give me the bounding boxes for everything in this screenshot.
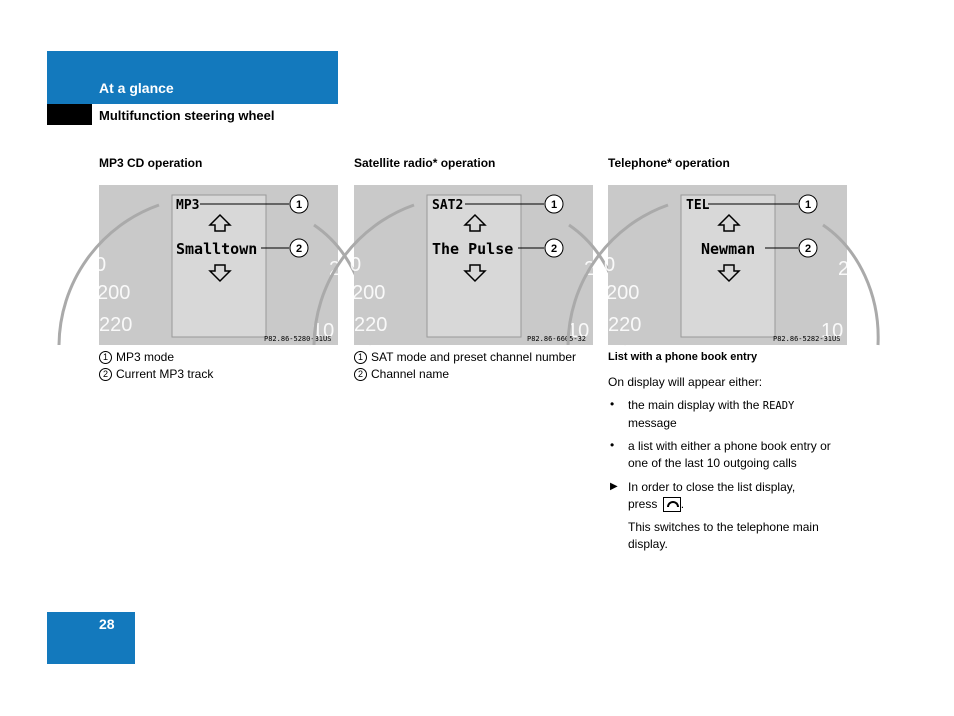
mp3-legend <box>99 349 213 383</box>
bullet-marker: • <box>610 438 615 452</box>
gauge-label: 2 <box>584 258 596 280</box>
header-band <box>47 51 338 104</box>
gauge-label: 10 <box>312 320 335 342</box>
callout-number: 1 <box>354 351 367 364</box>
callout-number: 1 <box>99 351 112 364</box>
bullet-text: message <box>628 416 677 430</box>
gauge-label: 2 <box>838 258 850 280</box>
callout-number: 2 <box>99 368 112 381</box>
gauge-label: 10 <box>821 320 844 342</box>
bullet-item-2: a list with either a phone book entry or one of the last 10 outgoing calls <box>628 439 831 470</box>
gauge-label: 220 <box>99 314 133 336</box>
gauge-label: 200 <box>606 282 640 304</box>
display-contact-text: Newman <box>701 240 756 258</box>
hang-up-phone-icon <box>663 497 681 512</box>
section-title: At a glance <box>99 80 174 96</box>
telephone-display-figure <box>604 185 850 345</box>
gauge-label: 220 <box>354 314 388 336</box>
telephone-section-title: Telephone* operation <box>608 156 730 170</box>
callout-2: 2 <box>550 243 558 255</box>
figure-code: P82.86-5280-31US <box>264 335 332 343</box>
bullet-text: the main display with the <box>628 398 760 412</box>
gauge-label: 200 <box>97 282 131 304</box>
legend-item <box>354 349 576 366</box>
legend-item <box>354 366 576 383</box>
phone-book-subheading: List with a phone book entry <box>608 351 758 363</box>
page-number-box <box>47 612 135 664</box>
bullet-item-1 <box>628 397 848 432</box>
gauge-label: 2 <box>329 258 341 280</box>
instruction-arrow-icon: ▶ <box>610 481 618 492</box>
legend-text: Channel name <box>371 367 450 381</box>
gauge-label: 200 <box>352 282 386 304</box>
page-number: 28 <box>99 616 115 632</box>
subsection-title: Multifunction steering wheel <box>99 108 275 123</box>
callout-1: 1 <box>295 199 303 211</box>
legend-item <box>99 366 213 383</box>
display-mode-text: TEL <box>686 198 710 213</box>
legend-text: MP3 mode <box>116 350 175 364</box>
gauge-label: 0 <box>95 254 107 276</box>
satellite-legend <box>354 349 576 383</box>
display-track-text: Smalltown <box>176 240 258 258</box>
figure-code: P82.86-5282-31US <box>773 335 841 343</box>
bullet-marker: • <box>610 397 615 411</box>
legend-text: SAT mode and preset channel number <box>371 350 577 364</box>
callout-number: 2 <box>354 368 367 381</box>
callout-1: 1 <box>804 199 812 211</box>
instruction-press: press <box>628 497 658 511</box>
header-black-tab <box>47 104 92 125</box>
result-text: This switches to the telephone main display. <box>628 520 819 551</box>
mp3-display-figure <box>95 185 341 345</box>
gauge-label: 220 <box>608 314 642 336</box>
gauge-label: 10 <box>567 320 590 342</box>
mp3-section-title: MP3 CD operation <box>99 156 203 170</box>
gauge-label: 0 <box>604 254 616 276</box>
satellite-section-title: Satellite radio* operation <box>354 156 496 170</box>
callout-2: 2 <box>804 243 812 255</box>
display-mode-text: SAT2 <box>432 198 464 213</box>
legend-item <box>99 349 213 366</box>
instruction-line: In order to close the list display, <box>628 480 796 494</box>
figure-code: P82.86-6605-32 <box>527 335 587 343</box>
ready-message-code: READY <box>762 400 795 412</box>
callout-1: 1 <box>550 199 558 211</box>
gauge-label: 0 <box>350 254 362 276</box>
instruction-end: . <box>680 497 685 511</box>
legend-text: Current MP3 track <box>116 367 214 381</box>
instruction-text <box>628 479 848 513</box>
intro-text: On display will appear either: <box>608 375 763 389</box>
callout-2: 2 <box>295 243 303 255</box>
display-channel-text: The Pulse <box>432 240 514 258</box>
display-mode-text: MP3 <box>176 198 200 213</box>
satellite-display-figure <box>350 185 596 345</box>
